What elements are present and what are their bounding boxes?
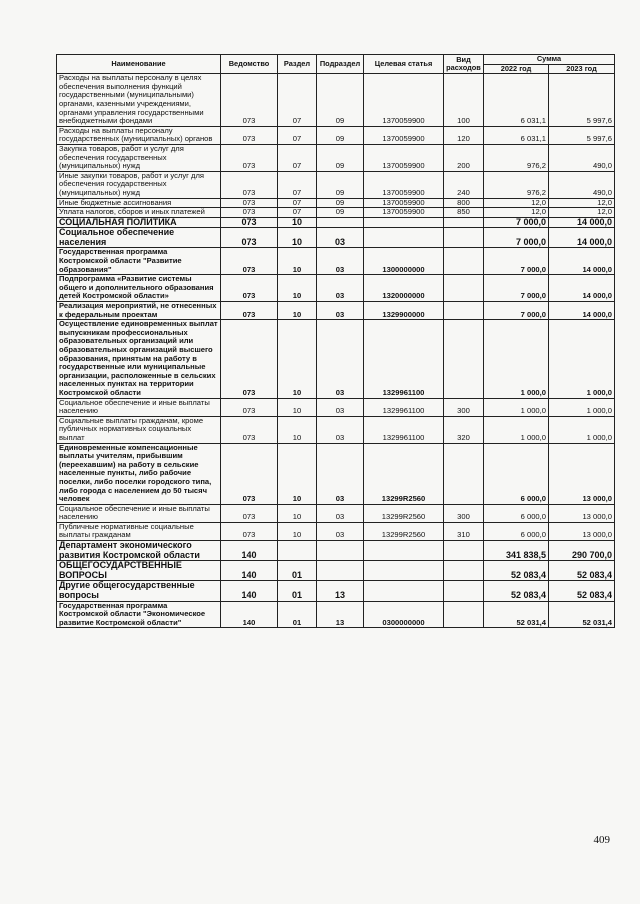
header-dept: Ведомство [221,55,278,74]
header-exp-type: Вид расходов [444,55,484,74]
row-sum-2022: 7 000,0 [484,248,549,275]
row-dept: 073 [221,74,278,127]
row-name: Иные бюджетные ассигнования [57,198,221,208]
row-exp-type [444,601,484,628]
header-sum: Сумма [484,55,615,65]
row-dept: 073 [221,248,278,275]
row-article [364,581,444,601]
row-article: 13299R2560 [364,504,444,522]
row-exp-type [444,275,484,302]
row-subsection: 13 [317,581,364,601]
row-article: 0300000000 [364,601,444,628]
row-subsection: 03 [317,504,364,522]
row-article: 1370059900 [364,198,444,208]
row-article: 1370059900 [364,144,444,171]
row-article: 1329900000 [364,302,444,320]
row-exp-type: 310 [444,522,484,540]
row-sum-2022: 7 000,0 [484,275,549,302]
table-row [57,416,615,443]
row-name: Реализация мероприятий, не отнесенных к федеральным проектам [57,302,221,320]
header-subsection: Подраздел [317,55,364,74]
row-sum-2023: 13 000,0 [549,522,615,540]
row-name: Единовременные компенсационные выплаты учителям, прибывшим (переехавшим) на работу в сельские населенные пункты, либо рабочие поселки, либо поселки городского типа, либо города с населением до 50 тысяч человек [57,443,221,504]
table-row [57,398,615,416]
table-row [57,275,615,302]
row-article [364,541,444,561]
row-exp-type [444,541,484,561]
table-row [57,601,615,628]
row-article: 1320000000 [364,275,444,302]
row-article: 13299R2560 [364,522,444,540]
row-dept: 073 [221,416,278,443]
row-section: 10 [278,320,317,398]
row-section: 10 [278,504,317,522]
row-section: 10 [278,217,317,228]
row-section: 10 [278,398,317,416]
row-sum-2023: 14 000,0 [549,217,615,228]
row-article [364,228,444,248]
row-sum-2023: 1 000,0 [549,320,615,398]
table-row [57,581,615,601]
row-subsection: 09 [317,74,364,127]
row-exp-type: 320 [444,416,484,443]
row-article [364,217,444,228]
row-article: 1370059900 [364,171,444,198]
row-name: Расходы на выплаты персоналу в целях обеспечения выполнения функций государственными (муниципальными) органами, казенными учреждениями, органами управления государственными внебюджетными фондами [57,74,221,127]
row-sum-2023: 14 000,0 [549,302,615,320]
row-sum-2023: 5 997,6 [549,126,615,144]
header-article: Целевая статья [364,55,444,74]
row-dept: 073 [221,198,278,208]
row-dept: 073 [221,522,278,540]
row-exp-type: 300 [444,504,484,522]
table-row [57,217,615,228]
row-section: 07 [278,198,317,208]
header-name: Наименование [57,55,221,74]
row-sum-2023: 290 700,0 [549,541,615,561]
row-sum-2023: 5 997,6 [549,74,615,127]
row-name: Социальные выплаты гражданам, кроме публичных нормативных социальных выплат [57,416,221,443]
row-sum-2023: 1 000,0 [549,416,615,443]
row-exp-type: 100 [444,74,484,127]
row-exp-type: 800 [444,198,484,208]
row-section: 10 [278,228,317,248]
row-subsection: 09 [317,198,364,208]
row-name: Социальное обеспечение населения [57,228,221,248]
row-section: 10 [278,275,317,302]
row-subsection: 03 [317,416,364,443]
row-subsection [317,561,364,581]
row-exp-type [444,561,484,581]
row-article: 1370059900 [364,208,444,218]
row-name: Расходы на выплаты персоналу государственных (муниципальных) органов [57,126,221,144]
row-subsection: 09 [317,208,364,218]
table-row [57,248,615,275]
row-subsection [317,541,364,561]
row-subsection: 03 [317,275,364,302]
row-sum-2022: 52 031,4 [484,601,549,628]
row-dept: 073 [221,320,278,398]
row-section: 01 [278,581,317,601]
row-sum-2022: 1 000,0 [484,416,549,443]
row-sum-2023: 1 000,0 [549,398,615,416]
row-sum-2022: 52 083,4 [484,561,549,581]
row-exp-type: 300 [444,398,484,416]
header-section: Раздел [278,55,317,74]
row-article [364,561,444,581]
row-subsection: 03 [317,320,364,398]
row-dept: 073 [221,398,278,416]
table-body [57,74,615,628]
row-name: Социальное обеспечение и иные выплаты населению [57,398,221,416]
row-article: 1329961100 [364,320,444,398]
row-section: 07 [278,208,317,218]
row-dept: 073 [221,275,278,302]
row-sum-2022: 6 000,0 [484,504,549,522]
table-row [57,228,615,248]
row-subsection: 03 [317,302,364,320]
row-section: 07 [278,74,317,127]
budget-table [56,54,615,628]
row-sum-2022: 6 031,1 [484,74,549,127]
row-name: СОЦИАЛЬНАЯ ПОЛИТИКА [57,217,221,228]
row-sum-2023: 12,0 [549,198,615,208]
row-article: 1370059900 [364,126,444,144]
table-row [57,561,615,581]
row-exp-type [444,248,484,275]
row-exp-type: 850 [444,208,484,218]
row-name: Государственная программа Костромской области "Экономическое развитие Костромской области" [57,601,221,628]
row-sum-2023: 52 031,4 [549,601,615,628]
row-sum-2022: 7 000,0 [484,217,549,228]
row-section: 07 [278,126,317,144]
row-section: 07 [278,144,317,171]
row-dept: 073 [221,443,278,504]
row-dept: 140 [221,541,278,561]
row-subsection: 03 [317,248,364,275]
row-subsection: 03 [317,443,364,504]
row-exp-type [444,217,484,228]
row-exp-type [444,302,484,320]
row-name: Другие общегосударственные вопросы [57,581,221,601]
row-section: 10 [278,248,317,275]
row-section: 10 [278,302,317,320]
row-section: 10 [278,443,317,504]
row-dept: 073 [221,144,278,171]
table-row [57,126,615,144]
row-section: 10 [278,522,317,540]
row-sum-2022: 6 000,0 [484,522,549,540]
row-sum-2022: 7 000,0 [484,228,549,248]
row-section: 10 [278,416,317,443]
row-name: Осуществление единовременных выплат выпускникам профессиональных образовательных организаций или образовательных организаций высшего образования, принятым на работу в государственные или муниципальные организации, расположенные в сельских населенных пунктах на территории Костромской области [57,320,221,398]
row-article: 1329961100 [364,416,444,443]
row-article: 1329961100 [364,398,444,416]
row-name: Закупка товаров, работ и услуг для обеспечения государственных (муниципальных) нужд [57,144,221,171]
row-dept: 140 [221,581,278,601]
table-row [57,443,615,504]
row-name: Департамент экономического развития Костромской области [57,541,221,561]
row-sum-2022: 12,0 [484,208,549,218]
table-row [57,522,615,540]
row-sum-2023: 14 000,0 [549,248,615,275]
row-sum-2023: 12,0 [549,208,615,218]
row-subsection: 09 [317,171,364,198]
row-name: Государственная программа Костромской области "Развитие образования" [57,248,221,275]
row-exp-type [444,228,484,248]
row-name: Социальное обеспечение и иные выплаты населению [57,504,221,522]
row-name: ОБЩЕГОСУДАРСТВЕННЫЕ ВОПРОСЫ [57,561,221,581]
row-sum-2022: 6 000,0 [484,443,549,504]
row-sum-2023: 13 000,0 [549,443,615,504]
row-section [278,541,317,561]
header-year-2022: 2022 год [484,64,549,74]
row-exp-type [444,320,484,398]
table-row [57,144,615,171]
row-exp-type [444,581,484,601]
table-row [57,74,615,127]
row-dept: 073 [221,126,278,144]
row-section: 07 [278,171,317,198]
row-sum-2023: 14 000,0 [549,275,615,302]
row-sum-2023: 52 083,4 [549,581,615,601]
table-row [57,302,615,320]
row-article: 13299R2560 [364,443,444,504]
row-sum-2023: 13 000,0 [549,504,615,522]
row-subsection: 09 [317,144,364,171]
row-dept: 073 [221,208,278,218]
row-section: 01 [278,601,317,628]
row-subsection: 03 [317,398,364,416]
table-row [57,541,615,561]
row-article: 1300000000 [364,248,444,275]
row-sum-2023: 490,0 [549,144,615,171]
page-number: 409 [593,834,610,846]
row-sum-2023: 490,0 [549,171,615,198]
table-row [57,320,615,398]
table-row [57,208,615,218]
row-sum-2023: 14 000,0 [549,228,615,248]
row-sum-2023: 52 083,4 [549,561,615,581]
row-subsection: 09 [317,126,364,144]
row-sum-2022: 1 000,0 [484,320,549,398]
row-exp-type: 240 [444,171,484,198]
table-header [57,55,615,74]
header-year-2023: 2023 год [549,64,615,74]
row-sum-2022: 6 031,1 [484,126,549,144]
row-dept: 073 [221,171,278,198]
row-subsection: 03 [317,228,364,248]
row-sum-2022: 52 083,4 [484,581,549,601]
row-dept: 140 [221,561,278,581]
row-subsection [317,217,364,228]
row-article: 1370059900 [364,74,444,127]
row-dept: 073 [221,302,278,320]
row-name: Подпрограмма «Развитие системы общего и дополнительного образования детей Костромской области» [57,275,221,302]
table-row [57,504,615,522]
row-exp-type [444,443,484,504]
row-subsection: 03 [317,522,364,540]
row-dept: 073 [221,228,278,248]
row-name: Публичные нормативные социальные выплаты гражданам [57,522,221,540]
row-dept: 073 [221,217,278,228]
row-sum-2022: 1 000,0 [484,398,549,416]
row-name: Уплата налогов, сборов и иных платежей [57,208,221,218]
row-name: Иные закупки товаров, работ и услуг для обеспечения государственных (муниципальных) нужд [57,171,221,198]
row-sum-2022: 976,2 [484,171,549,198]
row-sum-2022: 7 000,0 [484,302,549,320]
row-dept: 140 [221,601,278,628]
row-sum-2022: 976,2 [484,144,549,171]
row-sum-2022: 12,0 [484,198,549,208]
row-exp-type: 120 [444,126,484,144]
row-dept: 073 [221,504,278,522]
row-exp-type: 200 [444,144,484,171]
row-subsection: 13 [317,601,364,628]
table-row [57,171,615,198]
row-section: 01 [278,561,317,581]
row-sum-2022: 341 838,5 [484,541,549,561]
